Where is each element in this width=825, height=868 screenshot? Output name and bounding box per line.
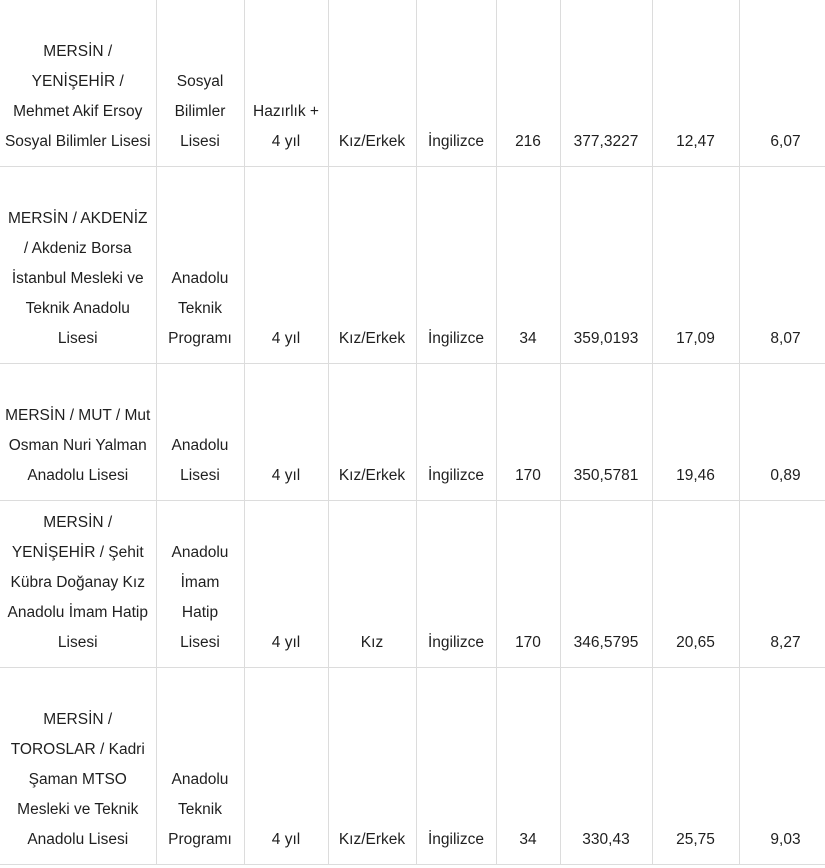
gender-cell	[328, 364, 416, 501]
last-value: 8,07	[770, 330, 801, 347]
school-type: Anadolu Lisesi	[171, 437, 229, 484]
last-value-cell	[739, 668, 825, 865]
duration-cell	[244, 364, 328, 501]
duration-cell	[244, 668, 328, 865]
school-name-cell	[0, 364, 156, 501]
score-cell	[560, 668, 652, 865]
language-cell	[416, 167, 496, 364]
percentile-cell	[652, 167, 739, 364]
percentile: 12,47	[676, 133, 715, 150]
percentile-cell	[652, 364, 739, 501]
duration: 4 yıl	[271, 467, 301, 484]
quota-cell	[496, 501, 560, 668]
table-row	[0, 0, 825, 167]
school-name-cell	[0, 167, 156, 364]
gender: Kız	[360, 634, 384, 651]
school-name: MERSİN / YENİŞEHİR / Mehmet Akif Ersoy Sosyal Bilimler Lisesi	[4, 43, 151, 150]
quota-cell	[496, 167, 560, 364]
last-value: 8,27	[770, 634, 801, 651]
duration: 4 yıl	[271, 330, 301, 347]
quota-cell	[496, 0, 560, 167]
score-cell	[560, 501, 652, 668]
quota: 34	[519, 330, 537, 347]
language: İngilizce	[428, 831, 484, 848]
school-name: MERSİN / AKDENİZ / Akdeniz Borsa İstanbul Mesleki ve Teknik Anadolu Lisesi	[7, 210, 148, 347]
duration-cell	[244, 501, 328, 668]
table-row	[0, 364, 825, 501]
last-value-cell	[739, 501, 825, 668]
score: 359,0193	[573, 330, 639, 347]
school-type-cell	[156, 668, 244, 865]
language: İngilizce	[428, 634, 484, 651]
school-type: Anadolu Teknik Programı	[168, 771, 232, 848]
quota: 216	[515, 133, 541, 150]
language-cell	[416, 501, 496, 668]
language: İngilizce	[428, 330, 484, 347]
school-name: MERSİN / YENİŞEHİR / Şehit Kübra Doğanay Kız Anadolu İmam Hatip Lisesi	[7, 514, 148, 651]
duration-cell	[244, 167, 328, 364]
percentile: 25,75	[676, 831, 715, 848]
gender-cell	[328, 167, 416, 364]
duration-cell	[244, 0, 328, 167]
score: 350,5781	[573, 467, 639, 484]
score-cell	[560, 167, 652, 364]
percentile: 19,46	[676, 467, 715, 484]
school-type-cell	[156, 501, 244, 668]
last-value-cell	[739, 364, 825, 501]
percentile-cell	[652, 668, 739, 865]
score: 346,5795	[573, 634, 639, 651]
school-type-cell	[156, 0, 244, 167]
school-type-cell	[156, 167, 244, 364]
last-value: 0,89	[770, 467, 801, 484]
school-name-cell	[0, 668, 156, 865]
score-cell	[560, 0, 652, 167]
quota: 170	[515, 634, 541, 651]
gender-cell	[328, 668, 416, 865]
quota: 170	[515, 467, 541, 484]
gender: Kız/Erkek	[338, 133, 406, 150]
school-name-cell	[0, 501, 156, 668]
school-type: Sosyal Bilimler Lisesi	[174, 73, 226, 150]
language-cell	[416, 364, 496, 501]
school-name: MERSİN / TOROSLAR / Kadri Şaman MTSO Mesleki ve Teknik Anadolu Lisesi	[10, 711, 145, 848]
table-row	[0, 501, 825, 668]
table-row	[0, 668, 825, 865]
language-cell	[416, 668, 496, 865]
language: İngilizce	[428, 133, 484, 150]
school-type-cell	[156, 364, 244, 501]
percentile: 17,09	[676, 330, 715, 347]
school-name-cell	[0, 0, 156, 167]
school-type: Anadolu İmam Hatip Lisesi	[171, 544, 229, 651]
score-cell	[560, 364, 652, 501]
percentile-cell	[652, 0, 739, 167]
language-cell	[416, 0, 496, 167]
school-name: MERSİN / MUT / Mut Osman Nuri Yalman Anadolu Lisesi	[5, 407, 151, 484]
gender-cell	[328, 501, 416, 668]
percentile: 20,65	[676, 634, 715, 651]
last-value-cell	[739, 167, 825, 364]
gender: Kız/Erkek	[338, 467, 406, 484]
last-value-cell	[739, 0, 825, 167]
quota-cell	[496, 668, 560, 865]
table-row	[0, 167, 825, 364]
last-value: 6,07	[770, 133, 801, 150]
percentile-cell	[652, 501, 739, 668]
quota-cell	[496, 364, 560, 501]
gender-cell	[328, 0, 416, 167]
score: 377,3227	[573, 133, 639, 150]
quota: 34	[519, 831, 537, 848]
last-value: 9,03	[770, 831, 801, 848]
gender: Kız/Erkek	[338, 831, 406, 848]
language: İngilizce	[428, 467, 484, 484]
duration: Hazırlık + 4 yıl	[253, 103, 319, 150]
duration: 4 yıl	[271, 634, 301, 651]
score: 330,43	[582, 831, 630, 848]
gender: Kız/Erkek	[338, 330, 406, 347]
duration: 4 yıl	[271, 831, 301, 848]
school-type: Anadolu Teknik Programı	[168, 270, 232, 347]
